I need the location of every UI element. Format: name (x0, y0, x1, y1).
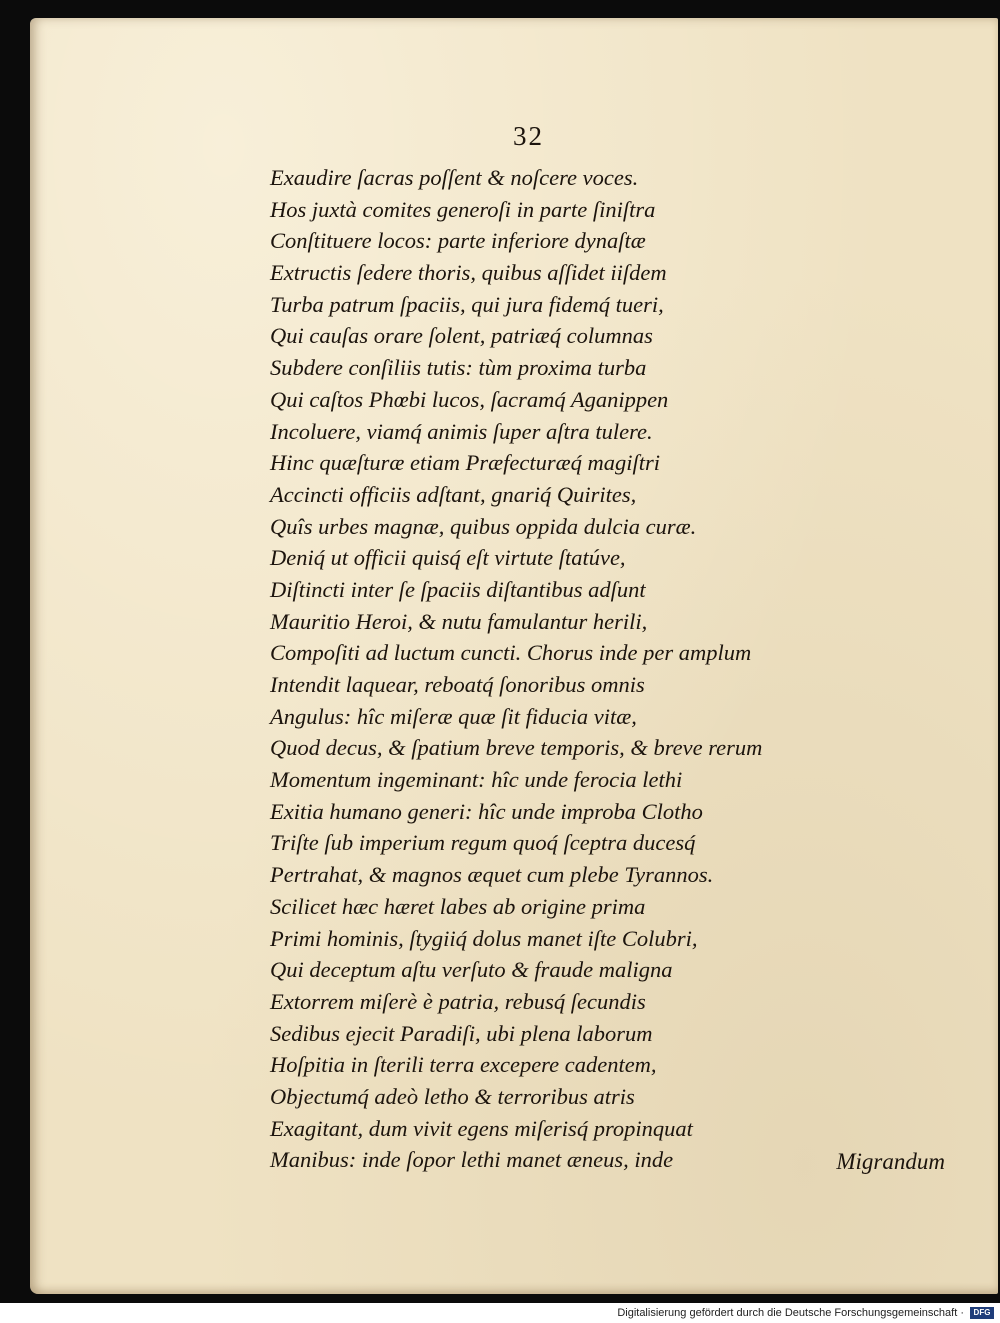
verse-line: Extructis ſedere thoris, quibus aſſidet iiſdem (270, 260, 667, 286)
page-number: 32 (513, 121, 544, 151)
verse-line: Diſtincti inter ſe ſpaciis diſtantibus adſunt (270, 576, 646, 602)
verse-line: Primi hominis, ſtygiiq́ dolus manet iſte Colubri, (270, 925, 698, 951)
verse-line: Scilicet hæc hæret labes ab origine prima (270, 893, 646, 919)
verse-line: Manibus: inde ſopor lethi manet æneus, inde (270, 1147, 674, 1173)
verse-line: Incoluere, viamq́ animis ſuper aſtra tulere. (270, 418, 653, 444)
verse-line: Quod decus, & ſpatium breve temporis, & breve rerum (270, 735, 763, 761)
verse-line: Exagitant, dum vivit egens miſerisq́ propinquat (270, 1115, 693, 1141)
verse-line: Qui cauſas orare ſolent, patriæq́ columnas (270, 323, 653, 349)
verse-line: Intendit laquear, reboatq́ ſonoribus omnis (270, 672, 645, 697)
verse-line: Qui caſtos Phœbi lucos, ſacramq́ Aganippen (270, 386, 669, 412)
catchword: Migrandum (836, 1149, 945, 1174)
dfg-logo: DFG (970, 1307, 994, 1319)
verse-line: Sedibus ejecit Paradiſi, ubi plena laborum (270, 1020, 653, 1046)
verse-line: Hoſpitia in ſterili terra excepere cadentem, (270, 1052, 657, 1078)
verse-line: Conſtituere locos: parte inferiore dynaſtæ (270, 228, 646, 254)
verse-line: Deniq́ ut officii quisq́ eſt virtute ſtatúve, (270, 545, 626, 571)
verse-line: Qui deceptum aſtu verſuto & fraude maligna (270, 957, 673, 983)
funding-footer (0, 1303, 1000, 1323)
verse-line: Extorrem miſerè è patria, rebusq́ ſecundis (270, 988, 646, 1014)
verse-line: Subdere conſiliis tutis: tùm proxima turba (270, 355, 647, 381)
verse-line: Pertrahat, & magnos æquet cum plebe Tyrannos. (270, 862, 714, 888)
verse-line: Compoſiti ad luctum cuncti. Chorus inde per amplum (270, 640, 752, 666)
verse-line: Angulus: hîc miſeræ quæ ſit fiducia vitæ, (270, 703, 637, 729)
verse-line: Triſte ſub imperium regum quoq́ ſceptra ducesq́ (270, 830, 696, 856)
verse-line: Accincti officiis adſtant, gnariq́ Quirites, (270, 481, 637, 507)
verse-line: Exitia humano generi: hîc unde improba Clotho (270, 798, 703, 824)
verse-line: Mauritio Heroi, & nutu famulantur herili, (270, 608, 648, 634)
verse-block (270, 162, 870, 1176)
verse-line: Hinc quæſturæ etiam Præfecturæq́ magiſtri (270, 450, 661, 476)
verse-line: Hos juxtà comites generoſi in parte ſiniſtra (270, 196, 656, 222)
verse-line: Objectumq́ adeò letho & terroribus atris (270, 1083, 635, 1109)
verse-line: Turba patrum ſpaciis, qui jura fidemq́ tueri, (270, 291, 664, 317)
verse-line: Exaudire ſacras poſſent & noſcere voces. (270, 165, 639, 190)
book-page (30, 18, 998, 1294)
verse-line: Quîs urbes magnæ, quibus oppida dulcia curæ. (270, 513, 697, 539)
verse-line: Momentum ingeminant: hîc unde ferocia lethi (270, 767, 683, 793)
funding-credit: Digitalisierung gefördert durch die Deutsche Forschungsgemeinschaft · (617, 1307, 964, 1319)
